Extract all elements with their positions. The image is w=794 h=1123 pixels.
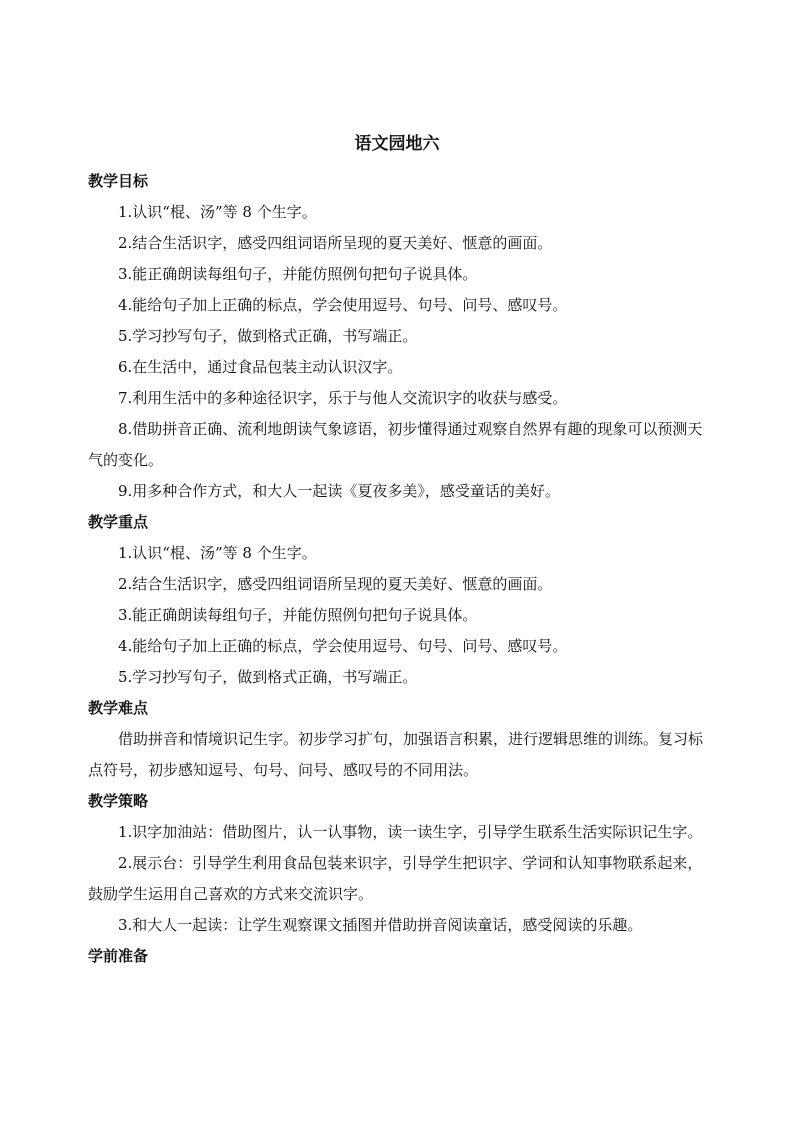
key-point-item-5: 5.学习抄写句子，做到格式正确，书写端正。 — [118, 668, 418, 686]
goal-item-7: 7.利用生活中的多种途径识字，乐于与他人交流识字的收获与感受。 — [118, 389, 568, 407]
goal-item-2: 2.结合生活识字，感受四组词语所呈现的夏天美好、惬意的画面。 — [118, 234, 553, 252]
section-heading-goals: 教学目标 — [88, 172, 149, 190]
section-heading-key-points: 教学重点 — [88, 513, 149, 531]
goal-item-3: 3.能正确朗读每组句子，并能仿照例句把句子说具体。 — [118, 265, 478, 283]
strategy-item-1: 1.识字加油站：借助图片，认一认事物，读一读生字，引导学生联系生活实际识记生字。 — [118, 823, 703, 841]
section-heading-strategies: 教学策略 — [88, 792, 149, 810]
page-title: 语文园地六 — [354, 134, 440, 154]
goal-item-4: 4.能给句子加上正确的标点，学会使用逗号、句号、问号、感叹号。 — [118, 296, 568, 314]
strategy-item-2: 2.展示台：引导学生利用食品包装来识字，引导学生把识字、学词和认知事物联系起来，鼓励学生运用自己喜欢的方式来交流识字。 — [88, 854, 703, 903]
key-point-item-3: 3.能正确朗读每组句子，并能仿照例句把句子说具体。 — [118, 606, 478, 624]
goal-item-8: 8.借助拼音正确、流利地朗读气象谚语，初步懂得通过观察自然界有趣的现象可以预测天气的变化。 — [88, 420, 703, 469]
goal-item-5: 5.学习抄写句子，做到格式正确，书写端正。 — [118, 327, 418, 345]
strategy-item-3: 3.和大人一起读：让学生观察课文插图并借助拼音阅读童话，感受阅读的乐趣。 — [118, 916, 643, 934]
goal-item-6: 6.在生活中，通过食品包装主动认识汉字。 — [118, 358, 403, 376]
difficulty-paragraph: 借助拼音和情境识记生字。初步学习扩句，加强语言积累，进行逻辑思维的训练。复习标点符号，初步感知逗号、句号、问号、感叹号的不同用法。 — [88, 730, 704, 779]
goal-item-1: 1.认识“棍、汤”等 8 个生字。 — [118, 203, 317, 221]
section-heading-difficulties: 教学难点 — [88, 699, 149, 717]
section-heading-preparation: 学前准备 — [88, 947, 149, 965]
key-point-item-4: 4.能给句子加上正确的标点，学会使用逗号、句号、问号、感叹号。 — [118, 637, 568, 655]
key-point-item-1: 1.认识“棍、汤”等 8 个生字。 — [118, 544, 317, 562]
goal-item-9: 9.用多种合作方式，和大人一起读《夏夜多美》，感受童话的美好。 — [118, 482, 560, 500]
key-point-item-2: 2.结合生活识字，感受四组词语所呈现的夏天美好、惬意的画面。 — [118, 575, 553, 593]
